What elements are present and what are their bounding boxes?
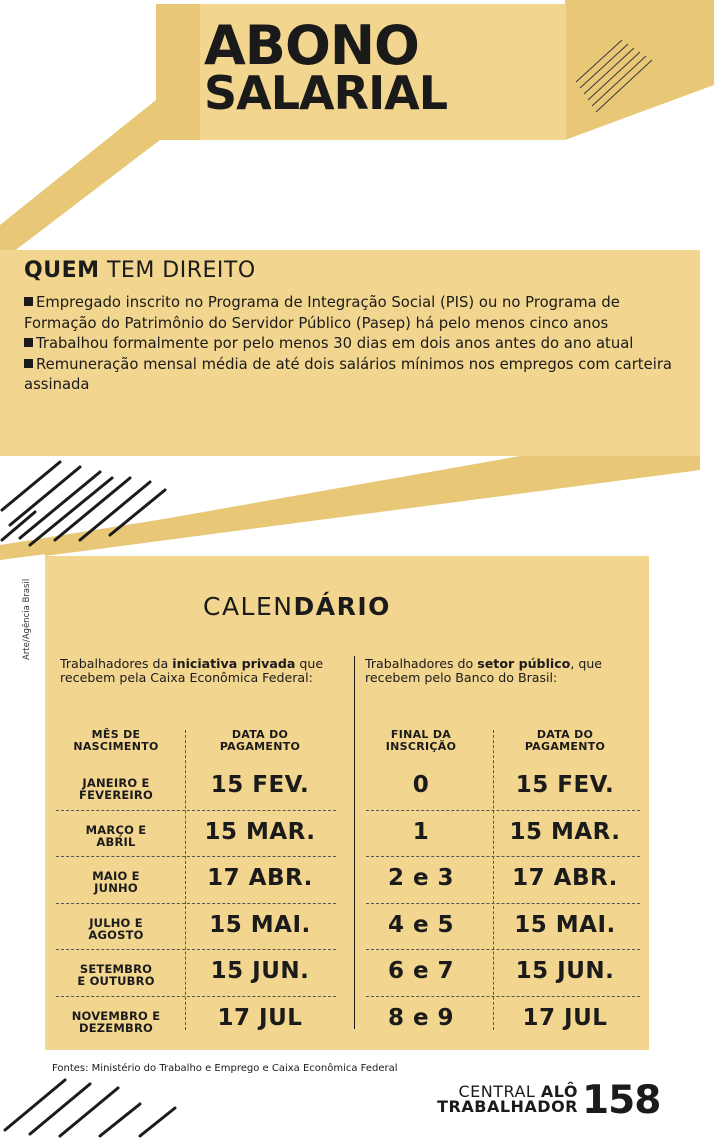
eligibility-list	[24, 293, 694, 396]
central-phone-number: 158	[582, 1078, 661, 1123]
payment-date-public-cell: 17 JUL	[522, 1004, 608, 1031]
square-bullet-icon	[24, 338, 33, 347]
private-sector-description: Trabalhadores da iniciativa privada que recebem pela Caixa Econômica Federal:	[60, 656, 324, 685]
row-divider	[56, 856, 336, 857]
row-divider	[56, 996, 336, 997]
payment-date-private-cell: 17 JUL	[217, 1004, 303, 1031]
public-sector-description: Trabalhadores do setor público, que recebem pelo Banco do Brasil:	[365, 656, 603, 685]
row-divider	[366, 949, 640, 950]
square-bullet-icon	[24, 359, 33, 368]
col-header-payment-date-public: DATA DO PAGAMENTO	[524, 728, 606, 753]
column-divider	[493, 730, 494, 1030]
birth-month-cell: SETEMBRO E OUTUBRO	[77, 962, 155, 988]
payment-date-private-cell: 17 ABR.	[207, 865, 313, 891]
eligibility-section	[24, 258, 694, 396]
registration-final-cell: 1	[412, 818, 430, 845]
col-header-registration-final: FINAL DA INSCRIÇÃO	[385, 728, 457, 753]
row-divider	[56, 949, 336, 950]
row-divider	[56, 903, 336, 904]
group-divider	[354, 656, 355, 1029]
col-header-payment-date-private: DATA DO PAGAMENTO	[219, 728, 301, 753]
registration-final-cell: 8 e 9	[387, 1004, 455, 1031]
row-divider	[366, 810, 640, 811]
payment-date-public-cell: 15 JUN.	[515, 958, 615, 984]
row-divider	[366, 856, 640, 857]
birth-month-cell: JULHO E AGOSTO	[88, 915, 144, 942]
eligibility-item: Trabalhou formalmente por pelo menos 30 dias em dois anos antes do ano atual	[24, 334, 694, 355]
calendar-title: CALENDÁRIO	[203, 592, 391, 621]
birth-month-cell: NOVEMBRO E DEZEMBRO	[71, 1008, 161, 1035]
eligibility-item: Empregado inscrito no Programa de Integração Social (PIS) ou no Programa de Formação do Patrimônio do Servidor Público (Pasep) há pelo menos cinco anos	[24, 294, 620, 332]
row-divider	[366, 903, 640, 904]
eligibility-item: Remuneração mensal média de até dois salários mínimos nos empregos com carteira assinada	[24, 355, 672, 393]
payment-date-public-cell: 15 MAI.	[514, 911, 616, 938]
sources-note: Fontes: Ministério do Trabalho e Emprego e Caixa Econômica Federal	[52, 1063, 398, 1074]
payment-date-public-cell: 17 ABR.	[512, 865, 618, 891]
row-divider	[56, 810, 336, 811]
payment-date-private-cell: 15 FEV.	[210, 772, 310, 798]
payment-date-public-cell: 15 MAR.	[509, 818, 621, 845]
column-divider	[185, 730, 186, 1030]
payment-date-public-cell: 15 FEV.	[515, 772, 615, 798]
registration-final-cell: 0	[412, 772, 430, 798]
payment-date-private-cell: 15 MAI.	[209, 911, 311, 938]
title-line-2: SALARIAL	[204, 65, 448, 120]
registration-final-cell: 6 e 7	[387, 958, 455, 984]
eligibility-heading: QUEM TEM DIREITO	[24, 258, 256, 283]
birth-month-cell: MAIO E JUNHO	[92, 869, 140, 895]
square-bullet-icon	[24, 297, 33, 306]
payment-date-private-cell: 15 JUN.	[210, 958, 310, 984]
main-title	[204, 14, 544, 120]
col-header-birth-month: MÊS DE NASCIMENTO	[73, 728, 159, 753]
row-divider	[366, 996, 640, 997]
title-line-1: ABONO	[204, 14, 419, 77]
birth-month-cell: MARÇO E ABRIL	[85, 822, 147, 849]
birth-month-cell: JANEIRO E FEVEREIRO	[79, 776, 153, 802]
registration-final-cell: 4 e 5	[387, 911, 455, 938]
art-credit: Arte/Agência Brasil	[22, 578, 32, 660]
payment-date-private-cell: 15 MAR.	[204, 818, 316, 845]
registration-final-cell: 2 e 3	[387, 865, 455, 891]
central-label: CENTRAL ALÔ TRABALHADOR	[437, 1082, 578, 1116]
